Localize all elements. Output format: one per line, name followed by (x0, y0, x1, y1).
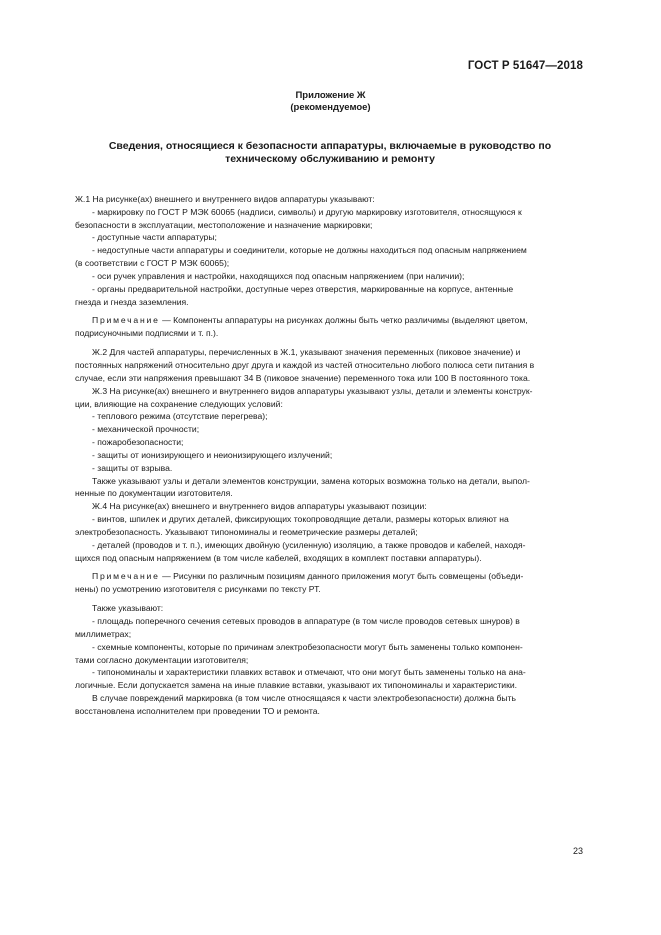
annex-title: Приложение Ж (295, 90, 366, 101)
text-line: Ж.4 На рисунке(ах) внешнего и внутреннего видов аппаратуры указывают позиции: (92, 501, 427, 512)
text-line: Ж.3 На рисунке(ах) внешнего и внутреннего видов аппаратуры указывают узлы, детали и элементы конструк- (92, 385, 533, 396)
text-line: - маркировку по ГОСТ Р МЭК 60065 (надписи, символы) и другую маркировку изготовителя, относящуюся к (92, 206, 522, 217)
annex-status: (рекомендуемое) (290, 102, 371, 113)
text-line: - органы предварительной настройки, доступные через отверстия, маркированные на корпусе, антенные (92, 283, 514, 294)
text-line: Также указывают узлы и детали элементов конструкции, замена которых возможна только на детали, выпол- (92, 475, 530, 486)
note-text: подрисуночными подписями и т. п.). (75, 328, 219, 339)
text-line: тами согласно документации изготовителя; (75, 654, 249, 665)
note-head: Примечание (92, 571, 160, 582)
text-line: - защиты от ионизирующего и неионизирующего излучений; (92, 449, 333, 460)
note-dash: — (162, 571, 171, 582)
text-line: Также указывают: (92, 603, 164, 614)
text-line: - пожаробезопасности; (92, 437, 184, 448)
note-dash: — (162, 315, 171, 326)
text-line: логичные. Если допускается замена на иные плавкие вставки, указывают их типономиналы и характеристики. (75, 680, 518, 691)
text-line: Ж.1 На рисунке(ах) внешнего и внутреннего видов аппаратуры указывают: (75, 193, 375, 204)
text-line: (в соответствии с ГОСТ Р МЭК 60065); (75, 258, 230, 269)
text-line: постоянных напряжений относительно друг друга и каждой из частей относительно любого полюса сети питания в (75, 359, 535, 370)
text-line: - недоступные части аппаратуры и соединители, которые не должны находиться под опасным напряжением (92, 245, 527, 256)
note-text: Рисунки по различным позициям данного приложения могут быть совмещены (объеди- (173, 571, 524, 582)
text-line: В случае повреждений маркировка (в том числе относящаяся к части электробезопасности) должна быть (92, 693, 517, 704)
text-line: миллиметрах; (75, 628, 132, 639)
note-2 (75, 570, 585, 596)
text-line: щихся под опасным напряжением (в том числе кабелей, входящих в комплект поставки аппаратуры). (75, 552, 482, 563)
text-line: электробезопасность. Указывают типономиналы и геометрические размеры деталей; (75, 526, 418, 537)
text-line: Ж.2 Для частей аппаратуры, перечисленных в Ж.1, указывают значения переменных (пиковое значение) и (92, 347, 521, 358)
text-line: - оси ручек управления и настройки, находящихся под опасным напряжением (при наличии); (92, 270, 465, 281)
text-line: - площадь поперечного сечения сетевых проводов в аппаратуре (в том числе проводов сетевых шнуров) в (92, 616, 520, 626)
section-title (75, 140, 585, 166)
text-line: гнезда и гнезда заземления. (75, 296, 189, 307)
text-line: случае, если эти напряжения превышают 34 В (пиковое значение) переменного тока или 100 В постоянного тока. (75, 372, 531, 383)
text-line: - механической прочности; (92, 424, 200, 435)
note-1 (75, 314, 585, 340)
text-line: - типономиналы и характеристики плавких вставок и отмечают, что они могут быть заменены только на ана- (92, 667, 526, 678)
text-line: - доступные части аппаратуры; (92, 232, 217, 243)
text-line: восстановлена исполнителем при проведении ТО и ремонта. (75, 705, 320, 716)
text-line: ненные по документации изготовителя. (75, 488, 233, 499)
note-text: Компоненты аппаратуры на рисунках должны быть четко различимы (выделяют цветом, (173, 315, 528, 326)
document-body (75, 180, 585, 718)
note-head: Примечание (92, 315, 160, 326)
standard-designation: ГОСТ Р 51647—2018 (467, 60, 583, 72)
text-line: - защиты от взрыва. (92, 462, 173, 473)
section-title-line-1: Сведения, относящиеся к безопасности аппаратуры, включаемые в руководство по (108, 140, 552, 152)
text-line: - винтов, шпилек и других деталей, фиксирующих токопроводящие детали, размеры которых влияют на (92, 514, 509, 525)
paragraph (75, 180, 585, 206)
annex-heading (0, 90, 661, 114)
text-line: - деталей (проводов и т. п.), имеющих двойную (усиленную) изоляцию, а также проводов и кабелей, находя- (92, 539, 526, 550)
note-text: нены) по усмотрению изготовителя с рисунками по тексту РТ. (75, 584, 321, 595)
text-line: - схемные компоненты, которые по причинам электробезопасности могут быть заменены только компонен- (92, 641, 523, 652)
text-line: безопасности в эксплуатации, местоположение и назначение маркировки; (75, 219, 373, 230)
text-line: - теплового режима (отсутствие перегрева); (92, 411, 268, 422)
section-title-line-2: техническому обслуживанию и ремонту (225, 153, 435, 165)
page-number: 23 (573, 846, 584, 856)
text-line: ции, влияющие на сохранение следующих условий: (75, 398, 283, 409)
